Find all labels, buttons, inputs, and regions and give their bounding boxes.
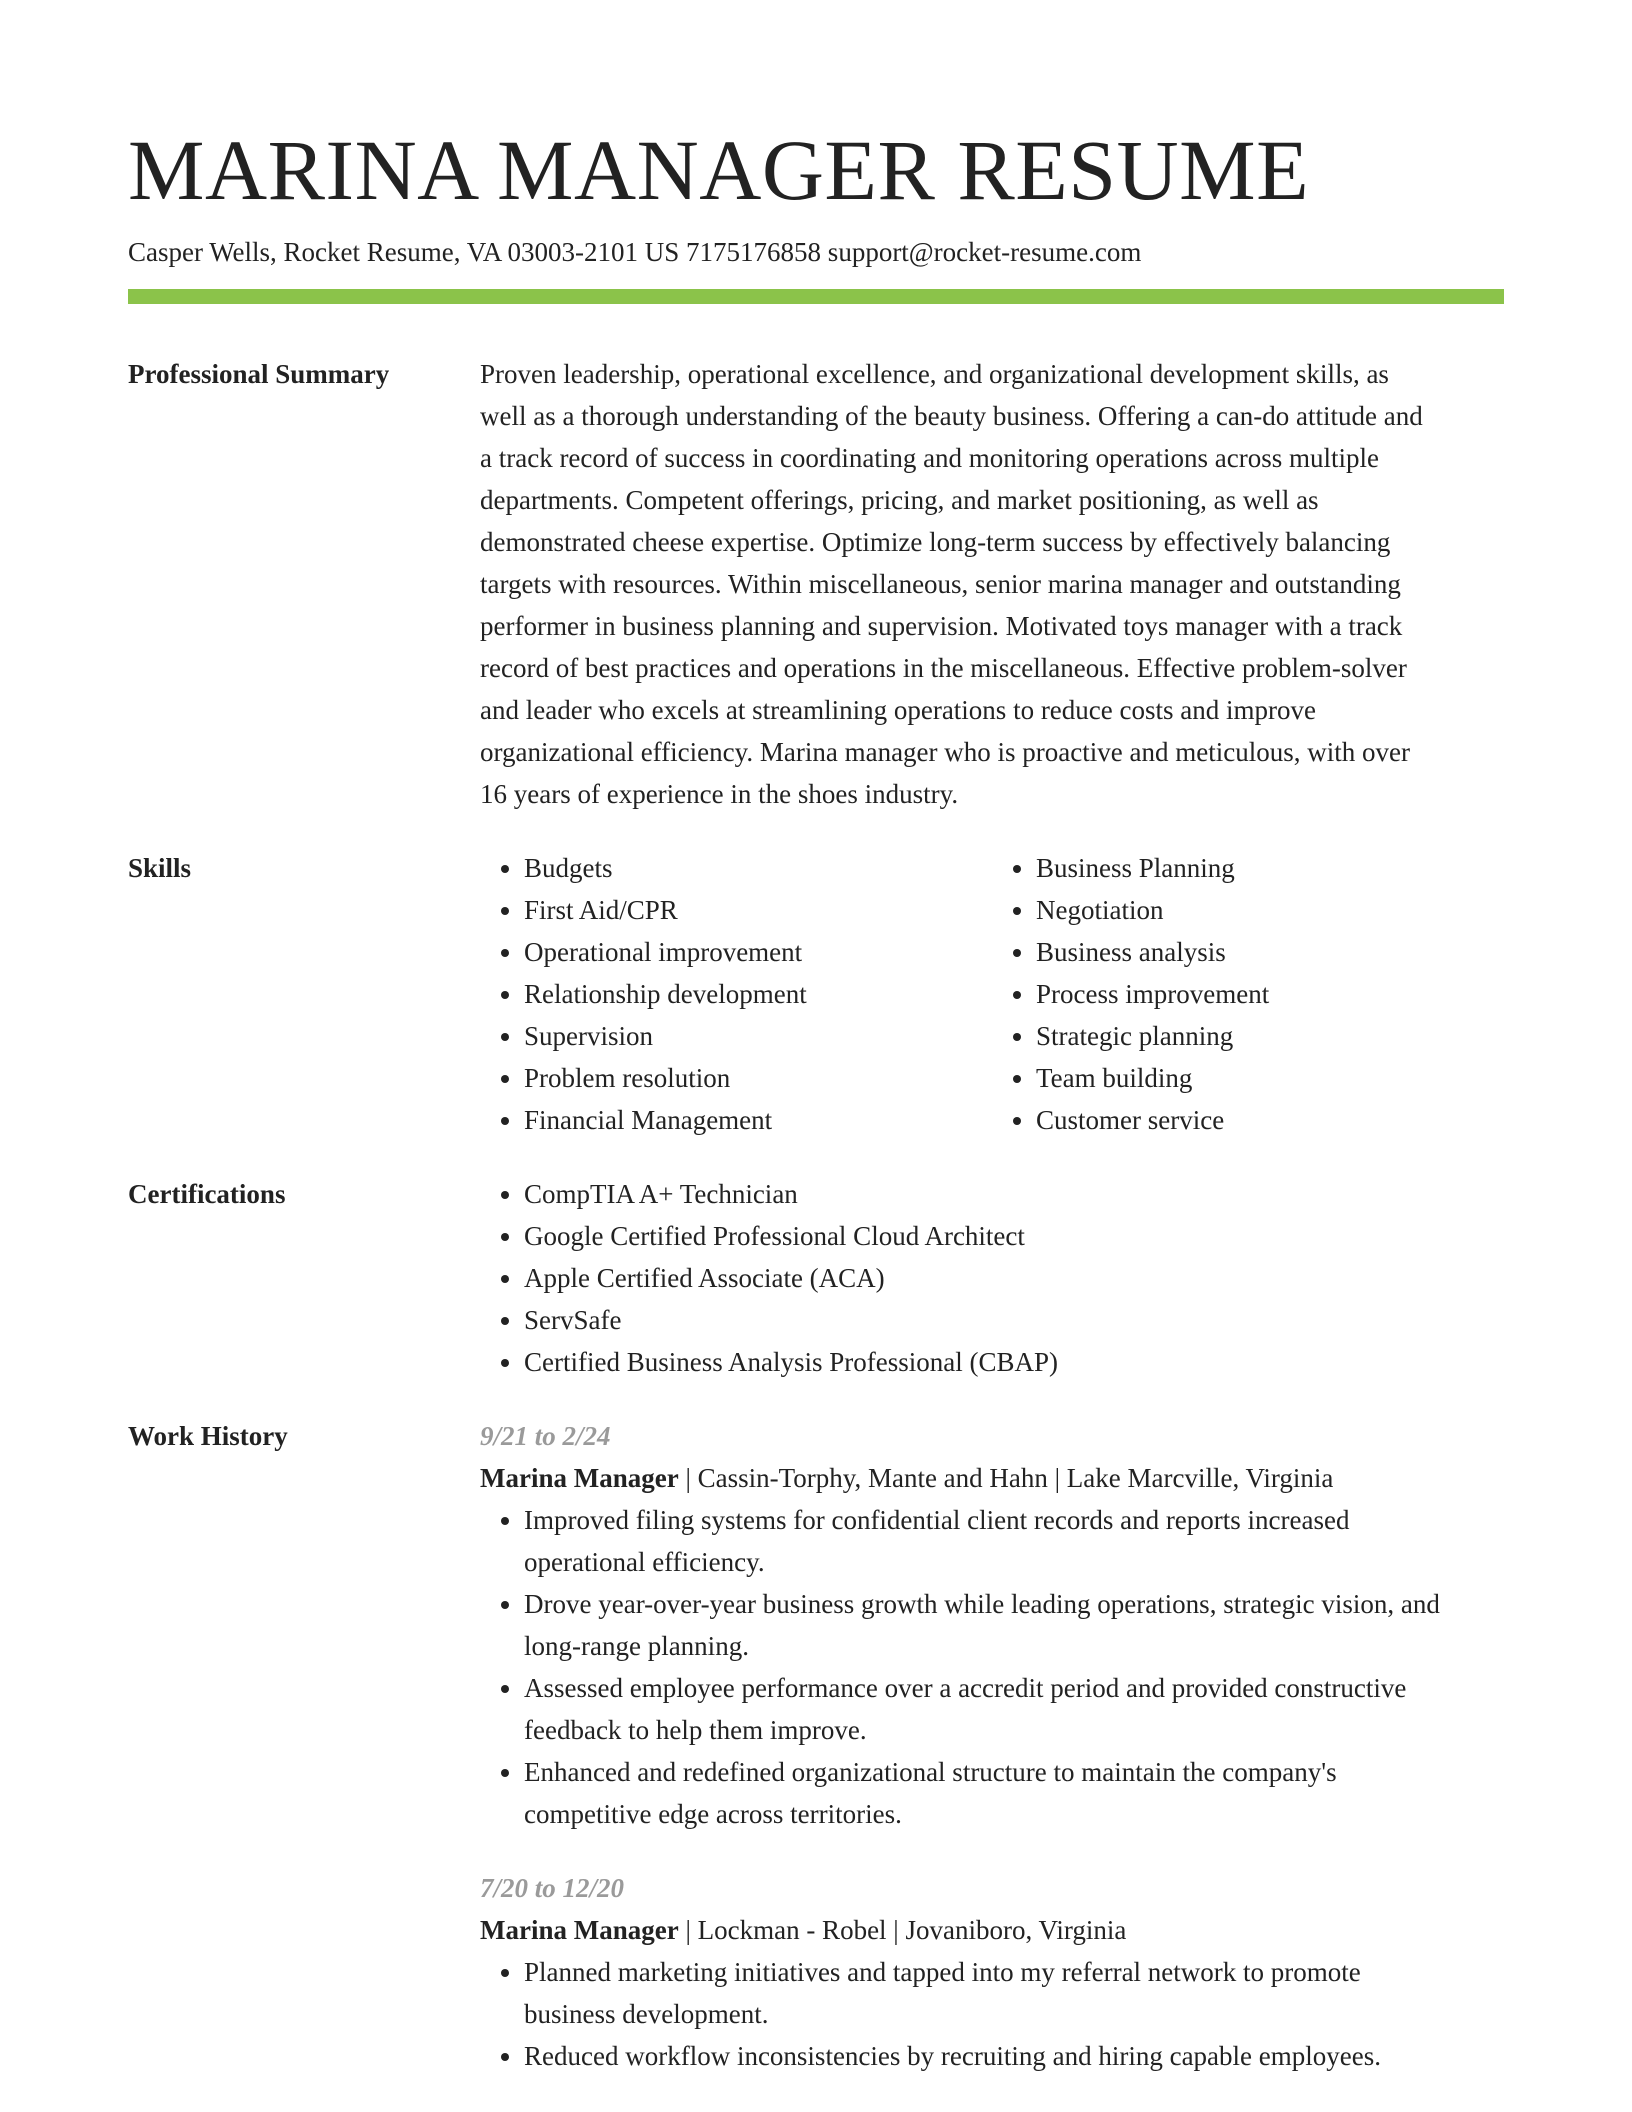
skill-item: • Customer service xyxy=(1036,1099,1504,1141)
certification-item: • CompTIA A+ Technician xyxy=(524,1173,1504,1215)
certification-item: • Apple Certified Associate (ACA) xyxy=(524,1257,1504,1299)
summary-line: Proven leadership, operational excellence, and organizational development skills, as xyxy=(480,359,1389,389)
summary-line: 16 years of experience in the shoes industry. xyxy=(480,779,959,809)
job-bullet-line: Improved filing systems for confidential client records and reports increased xyxy=(524,1505,1350,1535)
summary-line: departments. Competent offerings, pricing, and market positioning, as well as xyxy=(480,485,1319,515)
summary-line: and leader who excels at streamlining operations to reduce costs and improve xyxy=(480,695,1316,725)
job-header xyxy=(480,1909,1504,1951)
job-bullet xyxy=(524,1583,1504,1667)
job-details: | Lockman - Robel | Jovaniboro, Virginia xyxy=(678,1915,1127,1945)
job-bullets xyxy=(480,1951,1504,2077)
skill-item: • Budgets xyxy=(524,847,992,889)
job-bullet-line: business development. xyxy=(524,1999,769,2029)
job-title: Marina Manager xyxy=(480,1463,679,1493)
skill-item: • Problem resolution xyxy=(524,1057,992,1099)
job-entry xyxy=(480,1415,1504,1835)
summary-text xyxy=(480,353,1504,815)
summary-line: organizational efficiency. Marina manager who is proactive and meticulous, with over xyxy=(480,737,1410,767)
job-bullet xyxy=(524,1667,1504,1751)
certifications-heading: Certifications xyxy=(128,1179,286,1209)
job-bullet xyxy=(524,2035,1504,2077)
job-bullets xyxy=(480,1499,1504,1835)
summary-line: well as a thorough understanding of the beauty business. Offering a can-do attitude and xyxy=(480,401,1423,431)
summary-body xyxy=(480,353,1504,815)
job-title: Marina Manager xyxy=(480,1915,679,1945)
job-bullet-line: competitive edge across territories. xyxy=(524,1799,902,1829)
work-history-heading: Work History xyxy=(128,1421,288,1451)
skills-list-left xyxy=(480,847,992,1141)
job-bullet-line: Drove year-over-year business growth while leading operations, strategic vision, and xyxy=(524,1589,1440,1619)
summary-line: performer in business planning and supervision. Motivated toys manager with a track xyxy=(480,611,1403,641)
job-details: | Cassin-Torphy, Mante and Hahn | Lake Marcville, Virginia xyxy=(678,1463,1334,1493)
skill-item: • Strategic planning xyxy=(1036,1015,1504,1057)
skill-item: • Business Planning xyxy=(1036,847,1504,889)
job-entry xyxy=(480,1867,1504,2077)
work-history-body xyxy=(480,1415,1504,2077)
skill-item: • Process improvement xyxy=(1036,973,1504,1015)
skill-item: • Operational improvement xyxy=(524,931,992,973)
resume-title: MARINA MANAGER RESUME xyxy=(128,122,1310,218)
certification-item: • ServSafe xyxy=(524,1299,1504,1341)
skill-item: • Relationship development xyxy=(524,973,992,1015)
certifications-body xyxy=(480,1173,1504,1383)
work-history-section xyxy=(128,1415,1504,2077)
job-header xyxy=(480,1457,1504,1499)
certifications-section xyxy=(128,1173,1504,1383)
header-divider xyxy=(128,289,1504,304)
job-bullet-line: feedback to help them improve. xyxy=(524,1715,867,1745)
job-bullet-line: Assessed employee performance over a accredit period and provided constructive xyxy=(524,1673,1407,1703)
certifications-list xyxy=(480,1173,1504,1383)
skill-item: • Team building xyxy=(1036,1057,1504,1099)
summary-section xyxy=(128,353,1504,815)
job-dates: 7/20 to 12/20 xyxy=(480,1873,625,1903)
summary-heading: Professional Summary xyxy=(128,359,390,389)
job-bullet xyxy=(524,1499,1504,1583)
certification-item: • Google Certified Professional Cloud Architect xyxy=(524,1215,1504,1257)
skill-item: • Business analysis xyxy=(1036,931,1504,973)
summary-line: targets with resources. Within miscellaneous, senior marina manager and outstanding xyxy=(480,569,1401,599)
skills-body xyxy=(480,847,1504,1141)
job-bullet xyxy=(524,1951,1504,2035)
job-bullet-line: long-range planning. xyxy=(524,1631,749,1661)
skill-item: • Financial Management xyxy=(524,1099,992,1141)
skills-section xyxy=(128,847,1504,1141)
job-bullet-line: Planned marketing initiatives and tapped into my referral network to promote xyxy=(524,1957,1361,1987)
job-bullet-line: Enhanced and redefined organizational structure to maintain the company's xyxy=(524,1757,1337,1787)
job-bullet-line: operational efficiency. xyxy=(524,1547,765,1577)
skill-item: • Negotiation xyxy=(1036,889,1504,931)
job-bullet xyxy=(524,1751,1504,1835)
job-dates: 9/21 to 2/24 xyxy=(480,1421,611,1451)
contact-line: Casper Wells, Rocket Resume, VA 03003-2101 US 7175176858 support@rocket-resume.com xyxy=(128,237,1142,267)
skill-item: • First Aid/CPR xyxy=(524,889,992,931)
resume-page xyxy=(128,120,1504,2077)
summary-line: record of best practices and operations in the miscellaneous. Effective problem-solver xyxy=(480,653,1407,683)
certification-item: • Certified Business Analysis Professional (CBAP) xyxy=(524,1341,1504,1383)
skill-item: • Supervision xyxy=(524,1015,992,1057)
summary-line: demonstrated cheese expertise. Optimize long-term success by effectively balancing xyxy=(480,527,1391,557)
job-bullet-line: Reduced workflow inconsistencies by recruiting and hiring capable employees. xyxy=(524,2041,1381,2071)
skills-list-right xyxy=(992,847,1504,1141)
skills-heading: Skills xyxy=(128,853,192,883)
summary-line: a track record of success in coordinating and monitoring operations across multiple xyxy=(480,443,1379,473)
